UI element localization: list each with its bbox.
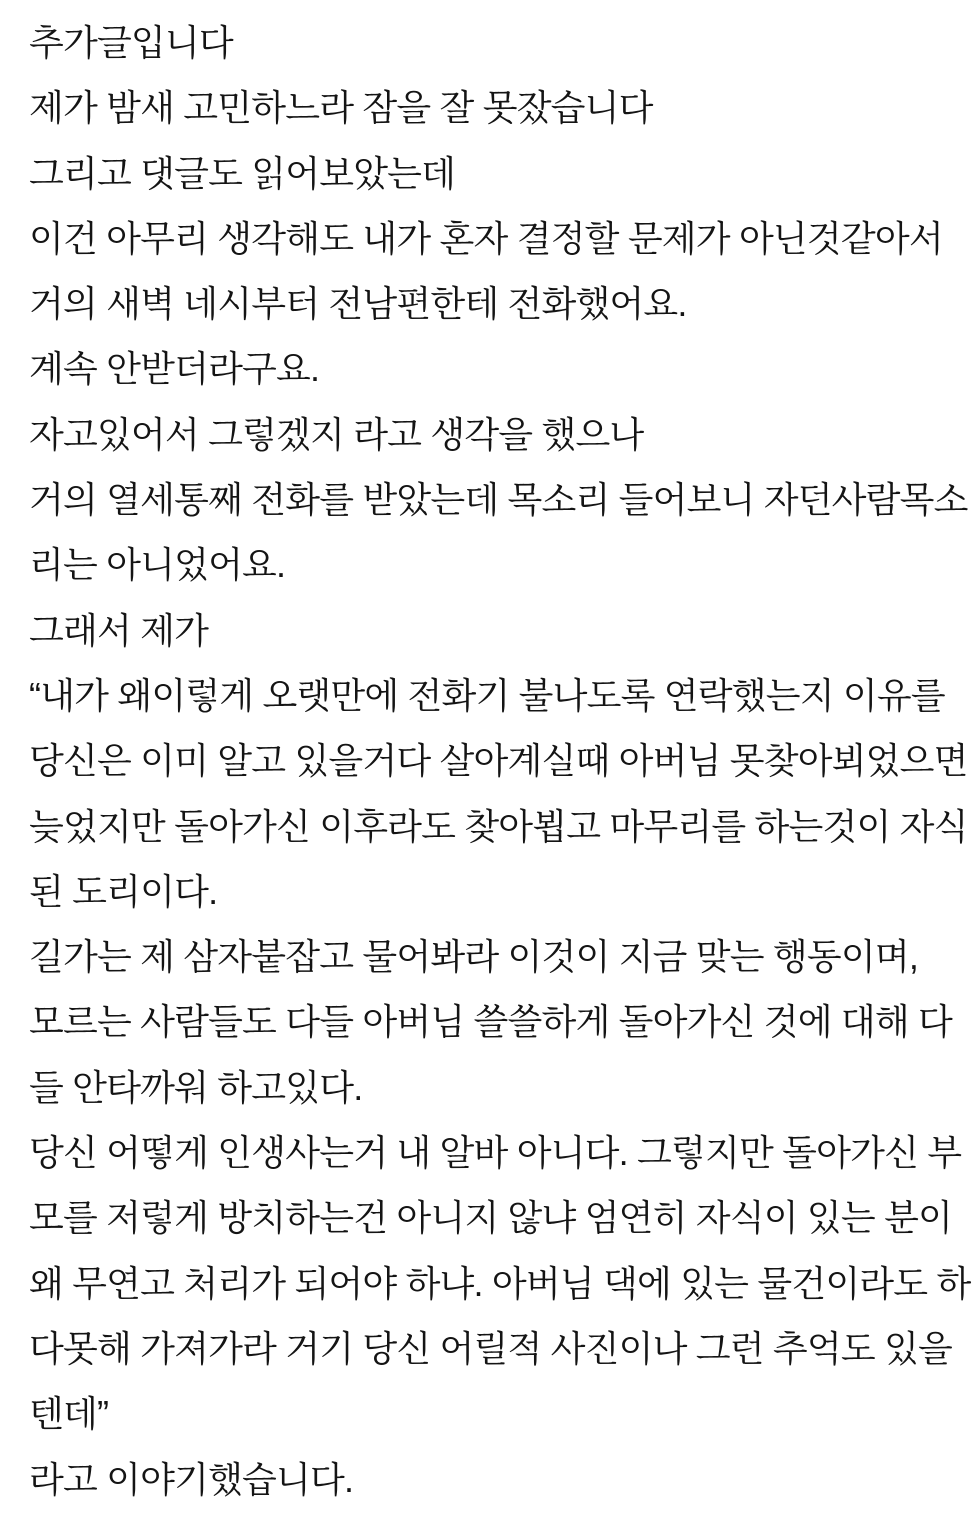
post-text-line: 길가는 제 삼자붙잡고 물어봐라 이것이 지금 맞는 행동이며, — [29, 936, 919, 978]
post-text-line: 이건 아무리 생각해도 내가 혼자 결정할 문제가 아닌것같아서 — [29, 217, 943, 259]
post-text-line: 그리고 댓글도 읽어보았는데 — [29, 152, 456, 194]
post-text-line: 늦었지만 돌아가신 이후라도 찾아뵙고 마무리를 하는것이 자식 — [29, 805, 968, 847]
post-text-line: 당신 어떻게 인생사는거 내 알바 아니다. 그렇지만 돌아가신 부 — [29, 1132, 962, 1174]
post-text-line: 추가글입니다 — [29, 22, 233, 63]
post-text-line: 계속 안받더라구요. — [29, 348, 320, 390]
post-text-line: 모를 저렇게 방치하는건 아니지 않냐 엄연히 자식이 있는 분이 — [29, 1197, 953, 1239]
post-text-line: 리는 아니었어요. — [29, 544, 286, 586]
post-text-line: “내가 왜이렇게 오랫만에 전화기 불나도록 연락했는지 이유를 — [29, 674, 945, 716]
post-text-line: 들 안타까워 하고있다. — [29, 1066, 363, 1108]
post-text-line: 제가 밤새 고민하느라 잠을 잘 못잤습니다 — [29, 87, 653, 129]
post-text-line: 그래서 제가 — [29, 609, 209, 651]
post-text-line: 모르는 사람들도 다들 아버님 쓸쓸하게 돌아가신 것에 대해 다 — [29, 1001, 953, 1043]
post-text-line: 라고 이야기했습니다. — [29, 1458, 354, 1500]
post-text-line: 당신은 이미 알고 있을거다 살아계실때 아버님 못찾아뵈었으면 — [29, 740, 968, 782]
post-text-line: 거의 열세통째 전화를 받았는데 목소리 들어보니 자던사람목소 — [29, 479, 968, 521]
post-text-line: 텐데” — [29, 1393, 109, 1435]
post-text-line: 된 도리이다. — [29, 870, 218, 912]
post-text-line: 다못해 가져가라 거기 당신 어릴적 사진이나 그런 추억도 있을 — [29, 1327, 953, 1369]
post-text-line: 왜 무연고 처리가 되어야 하냐. 아버님 댁에 있는 물건이라도 하 — [29, 1262, 971, 1304]
post-text-line: 자고있어서 그렇겠지 라고 생각을 했으나 — [29, 413, 644, 455]
post-text-line: 거의 새벽 네시부터 전남편한테 전화했어요. — [29, 283, 687, 325]
